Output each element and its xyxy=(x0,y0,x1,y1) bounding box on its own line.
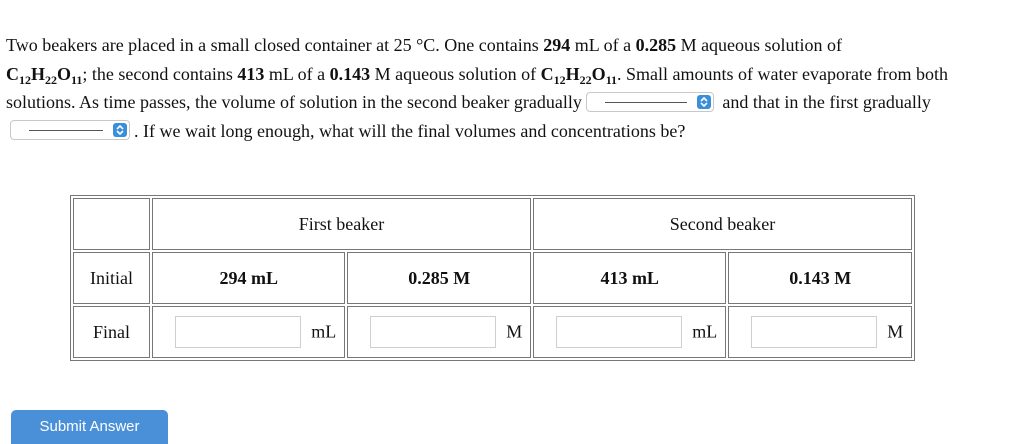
question-part: Two beakers are placed in a small closed container at 25 °C. One contains xyxy=(6,35,544,55)
final-second-concentration-input[interactable] xyxy=(751,316,877,348)
question-part: . Small amounts of water evaporate from both solutions. As time passes, the volume of solution in the second beaker gradually xyxy=(6,63,948,112)
unit-ml: mL xyxy=(311,321,337,342)
second-beaker-change-select[interactable] xyxy=(586,92,714,112)
initial-label: Initial xyxy=(73,252,150,304)
second-concentration-value: 0.143 xyxy=(329,63,371,84)
final-first-concentration-cell xyxy=(347,306,531,358)
chevron-updown-icon xyxy=(697,95,711,109)
unit-m: M xyxy=(506,321,523,342)
unit-m: M xyxy=(887,321,904,342)
chevron-updown-icon xyxy=(113,123,127,137)
question-part: ; the second contains xyxy=(82,63,238,84)
question-part: M aqueous solution of xyxy=(370,63,541,84)
question-part: M aqueous solution of xyxy=(676,35,843,55)
question-part: . If we wait long enough, what will the final volumes and concentrations be? xyxy=(134,120,686,141)
first-beaker-header: First beaker xyxy=(152,198,531,250)
first-concentration-value: 0.285 xyxy=(635,35,677,55)
initial-second-concentration: 0.143 M xyxy=(728,252,912,304)
select-blank xyxy=(605,102,687,103)
second-beaker-header: Second beaker xyxy=(533,198,912,250)
question-text xyxy=(6,31,1016,145)
table-header-row xyxy=(73,198,912,250)
select-blank xyxy=(29,130,103,131)
question-part: and that in the first gradually xyxy=(717,92,931,112)
final-first-volume-input[interactable] xyxy=(175,316,301,348)
final-first-concentration-input[interactable] xyxy=(370,316,496,348)
first-beaker-change-select[interactable] xyxy=(10,120,130,140)
table-row-initial xyxy=(73,252,912,304)
initial-first-volume: 294 mL xyxy=(152,252,345,304)
table-row-final xyxy=(73,306,912,358)
initial-second-volume: 413 mL xyxy=(533,252,726,304)
question-part: mL of a xyxy=(264,63,330,84)
final-label: Final xyxy=(73,306,150,358)
second-volume-value: 413 xyxy=(237,63,265,84)
final-first-volume-cell xyxy=(152,306,345,358)
initial-first-concentration: 0.285 M xyxy=(347,252,531,304)
final-second-volume-cell xyxy=(533,306,726,358)
question-part: mL of a xyxy=(570,35,636,55)
first-volume-value: 294 xyxy=(543,35,571,55)
final-second-concentration-cell xyxy=(728,306,912,358)
table-corner-cell xyxy=(73,198,150,250)
submit-answer-button[interactable]: Submit Answer xyxy=(11,410,168,444)
final-second-volume-input[interactable] xyxy=(556,316,682,348)
formula-sucrose: $C_{12}H_{22}O_{11}$ xyxy=(6,63,83,87)
beaker-table xyxy=(70,195,915,361)
unit-ml: mL xyxy=(692,321,718,342)
formula-sucrose: $C_{12}H_{22}O_{11}$ xyxy=(540,63,618,87)
